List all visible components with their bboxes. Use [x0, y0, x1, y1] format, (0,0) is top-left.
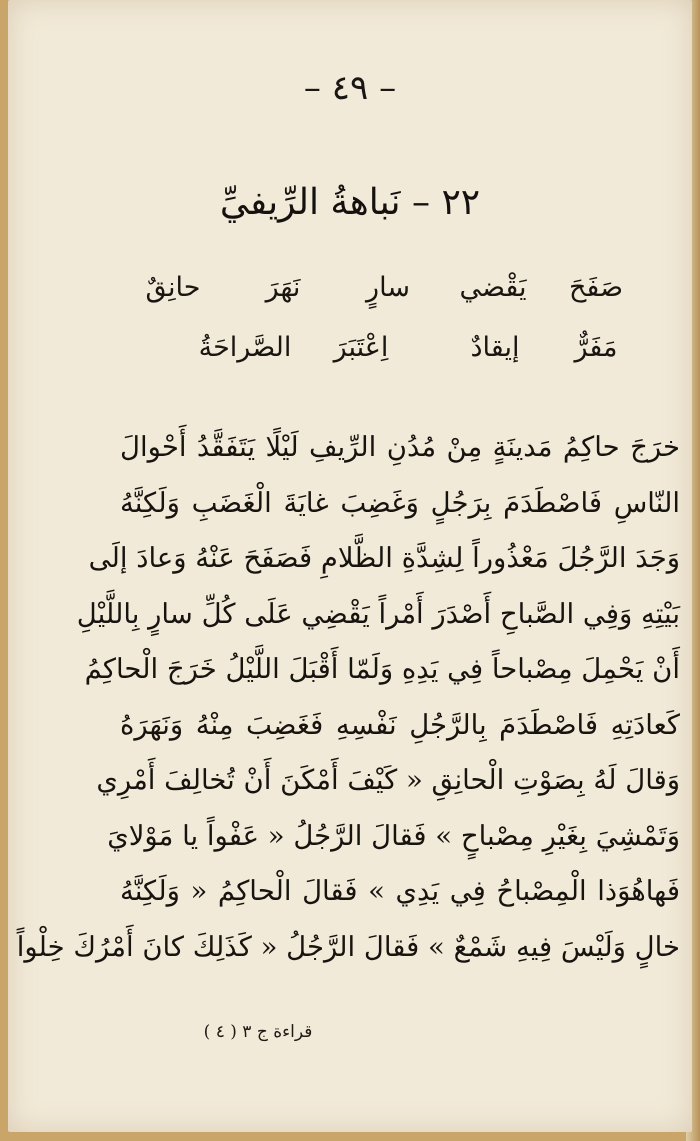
vocab-word: اِعْتَبَرَ [333, 332, 389, 363]
text-line: فَهاهُوَذا الْمِصْباحُ فِي يَدِي » فَقالَ الْحاكِمُ « وَلَكِنَّهُ [120, 875, 680, 907]
story-text [16, 420, 680, 975]
text-line: وَتَمْشِيَ بِغَيْرِ مِصْباحٍ » فَقالَ الرَّجُلُ « عَفْواً يا مَوْلايَ [107, 819, 680, 852]
page-number: – ٤٩ – [303, 68, 397, 108]
vocab-word: حانِقٌ [145, 272, 201, 303]
text-line: وَجَدَ الرَّجُلَ مَعْذُوراً لِشِدَّةِ الظَّلامِ فَصَفَحَ عَنْهُ وَعادَ إلَى [88, 542, 680, 574]
vocab-word: نَهَرَ [265, 272, 301, 303]
text-line: بَيْتِهِ وَفِي الصَّباحِ أَصْدَرَ أَمْراً يَقْضِي عَلَى كُلِّ سارٍ بِاللَّيْلِ [76, 597, 680, 630]
vocab-word: سارٍ [366, 272, 410, 303]
vocabulary-row-2 [128, 332, 628, 378]
text-line: كَعادَتِهِ فَاصْطَدَمَ بِالرَّجُلِ نَفْسِهِ فَغَضِبَ مِنْهُ وَنَهَرَهُ [120, 708, 680, 741]
text-line: خالٍ وَلَيْسَ فِيهِ شَمْعٌ » فَقالَ الرَّجُلُ « كَذَلِكَ كانَ أَمْرُكَ خِلْواً [16, 930, 680, 963]
text-line: وَقالَ لَهُ بِصَوْتِ الْحانِقِ « كَيْفَ أَمْكَنَ أَنْ تُخالِفَ أَمْرِي [96, 764, 680, 796]
vocab-word: الصَّراحَةُ [198, 332, 292, 363]
book-page [8, 0, 692, 1132]
vocab-word: إيقادٌ [470, 332, 520, 363]
vocabulary-row-1 [128, 272, 628, 318]
vocab-word: صَفَحَ [568, 272, 624, 303]
footer-signature: قراءة ج ٣ ( ٤ ) [203, 1022, 313, 1042]
text-line: النّاسِ فَاصْطَدَمَ بِرَجُلٍ وَغَضِبَ غايَةَ الْغَضَبِ وَلَكِنَّهُ [120, 486, 680, 519]
vocab-word: يَقْضي [459, 272, 527, 303]
vocab-word: مَفَرٌّ [574, 332, 618, 363]
text-line: أَنْ يَحْمِلَ مِصْباحاً فِي يَدِهِ وَلَمّا أَقْبَلَ اللَّيْلُ خَرَجَ الْحاكِمُ [84, 653, 680, 685]
lesson-title: ٢٢ – نَباهةُ الرِّيفيِّ [219, 182, 481, 223]
text-line: خرَجَ حاكِمُ مَدينَةٍ مِنْ مُدُنِ الرِّيفِ لَيْلًا يَتَفَقَّدُ أَحْوالَ [120, 431, 680, 463]
